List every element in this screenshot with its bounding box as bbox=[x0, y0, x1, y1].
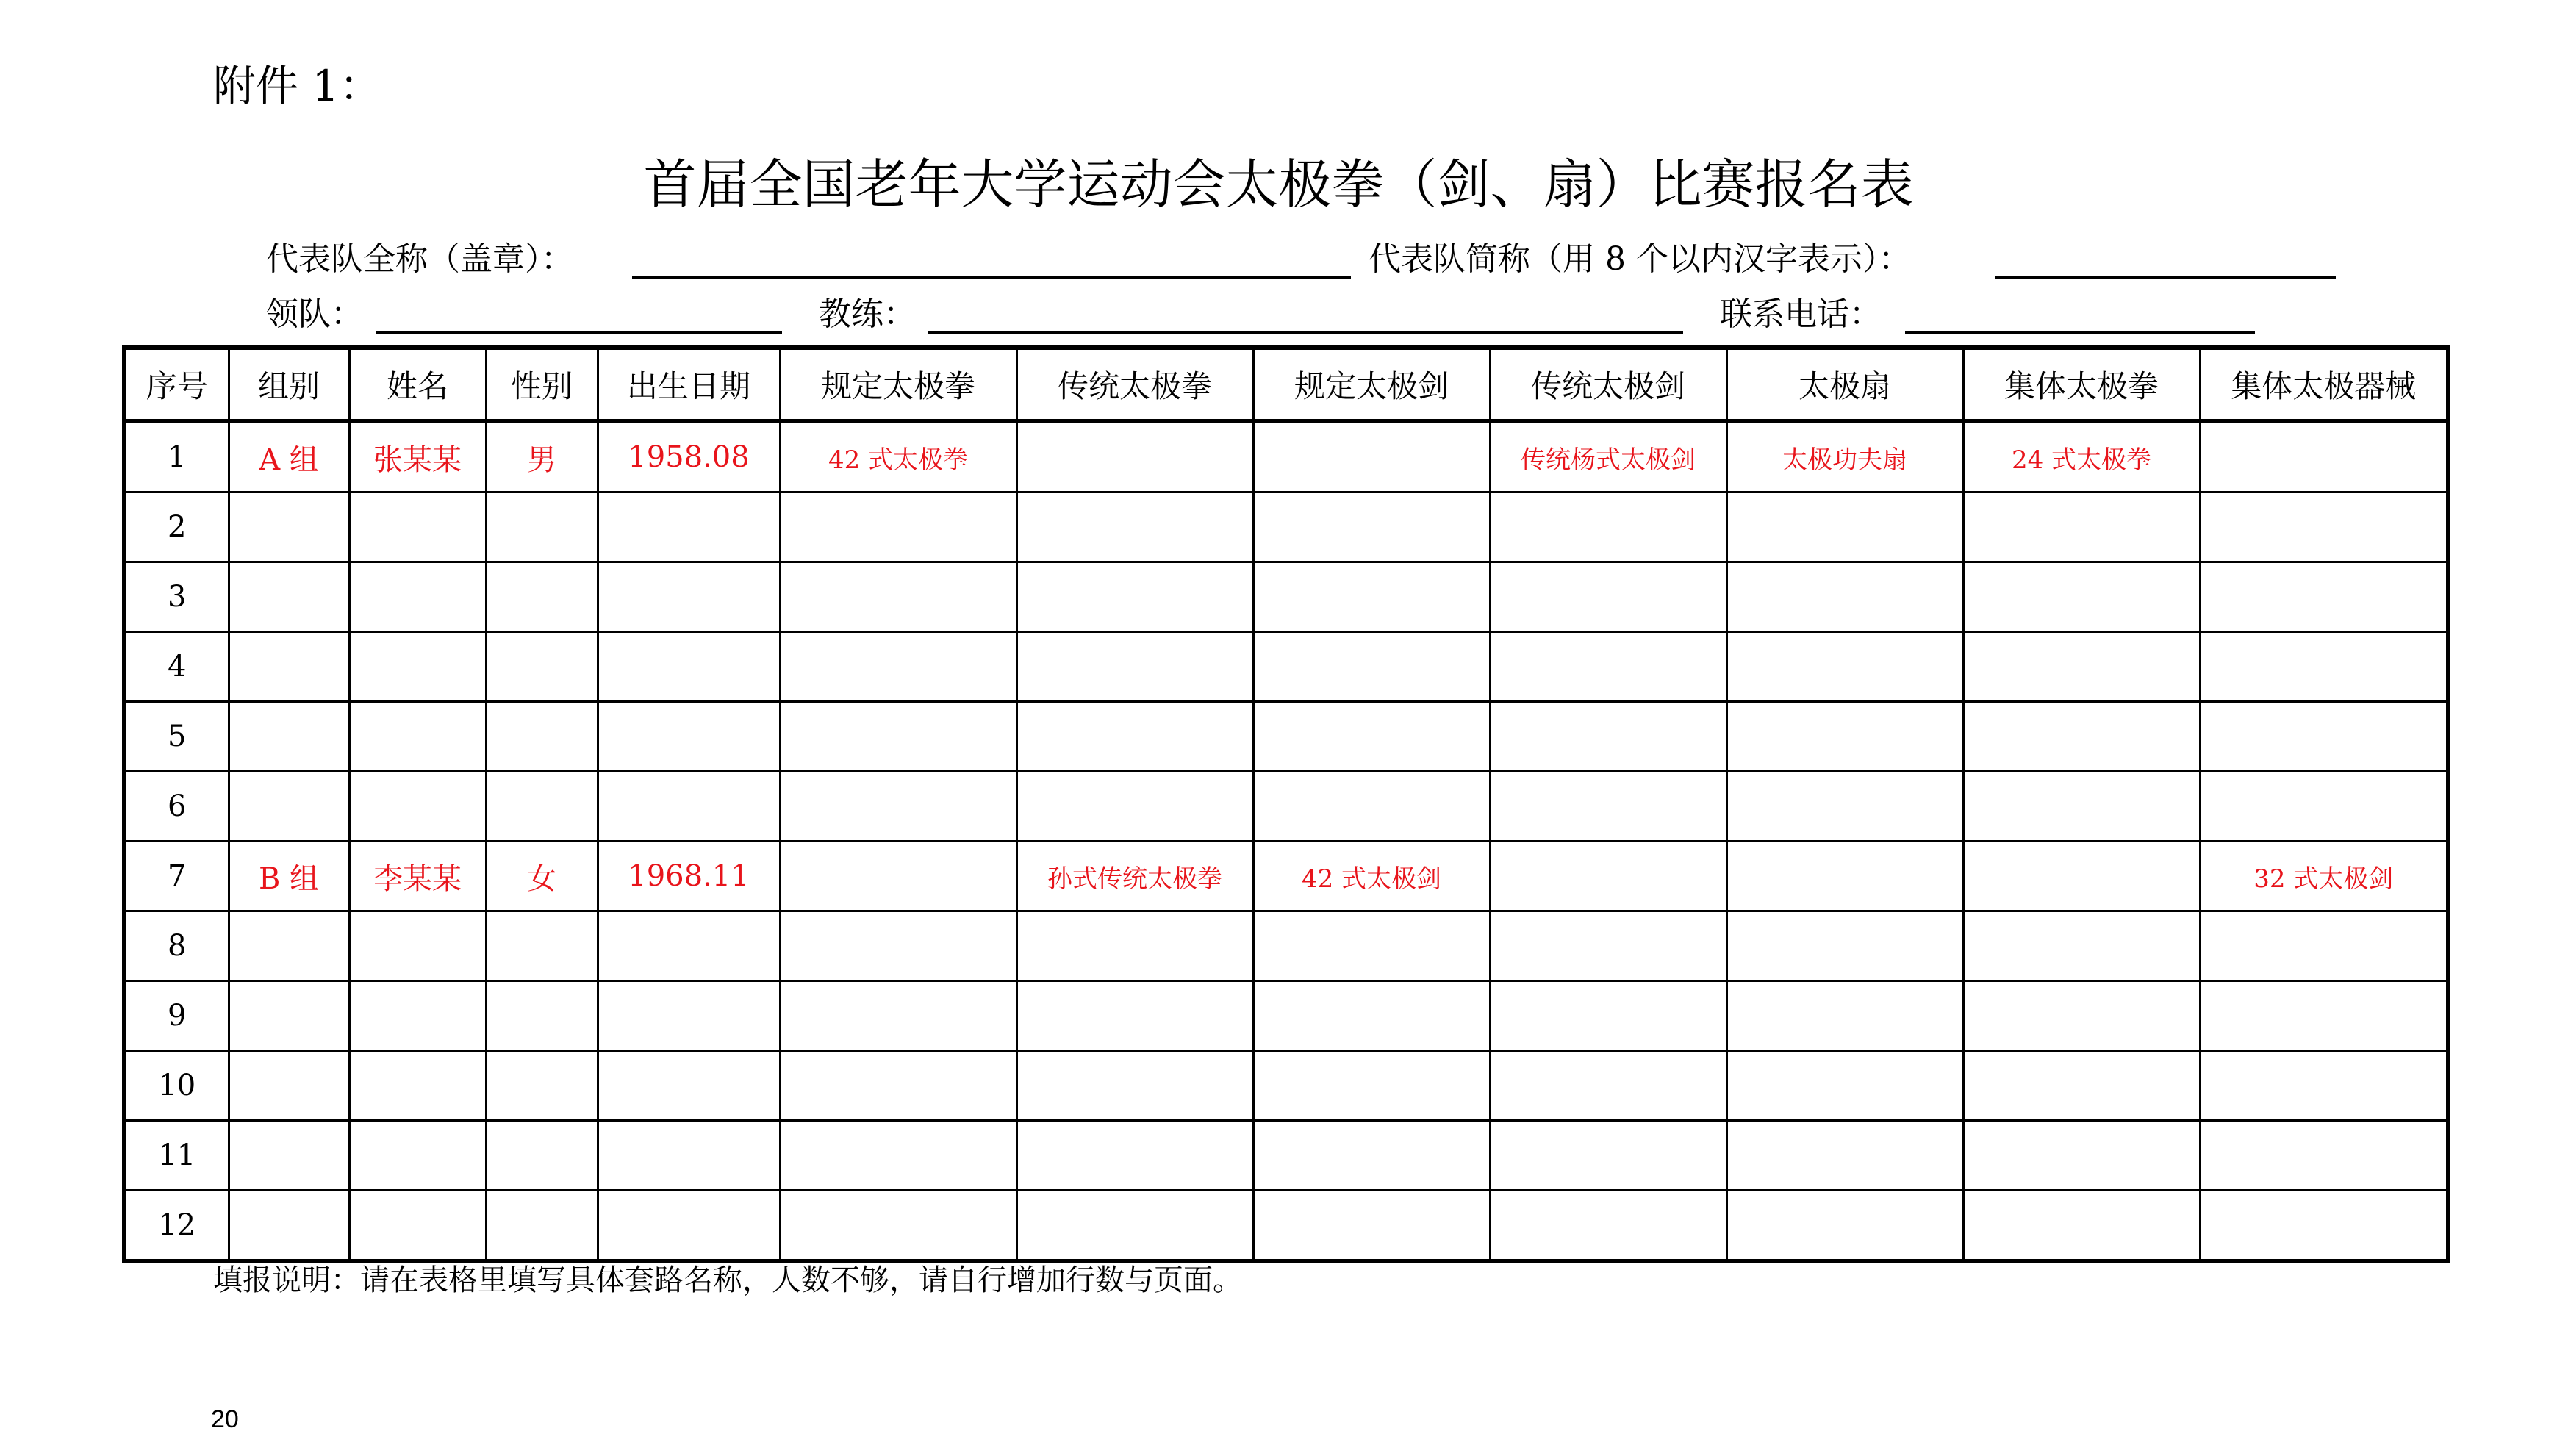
cell-group-taiji-apparatus[interactable] bbox=[2200, 1191, 2448, 1262]
cell-taiji-fan[interactable]: 太极功夫扇 bbox=[1726, 421, 1963, 492]
page-number: 20 bbox=[211, 1405, 239, 1433]
cell-group-taiji-apparatus[interactable] bbox=[2200, 702, 2448, 772]
cell-group-taiji-quan[interactable] bbox=[1963, 1191, 2200, 1262]
cell-group-taiji-apparatus[interactable] bbox=[2200, 492, 2448, 562]
cell-compulsory-taiji-quan[interactable] bbox=[780, 492, 1016, 562]
cell-birth-date[interactable]: 1968.11 bbox=[598, 842, 780, 911]
cell-group-taiji-quan[interactable] bbox=[1963, 981, 2200, 1051]
cell-birth-date[interactable]: 1958.08 bbox=[598, 421, 780, 492]
cell-group-taiji-apparatus[interactable] bbox=[2200, 981, 2448, 1051]
header-gender: 性别 bbox=[486, 348, 598, 421]
cell-index: 8 bbox=[124, 911, 229, 981]
cell-compulsory-taiji-sword[interactable] bbox=[1253, 421, 1490, 492]
cell-compulsory-taiji-quan[interactable] bbox=[780, 702, 1016, 772]
cell-compulsory-taiji-quan[interactable] bbox=[780, 1051, 1016, 1121]
cell-index: 3 bbox=[124, 562, 229, 632]
header-name: 姓名 bbox=[349, 348, 486, 421]
cell-compulsory-taiji-sword[interactable] bbox=[1253, 1051, 1490, 1121]
cell-group[interactable] bbox=[229, 492, 349, 562]
cell-group[interactable]: A 组 bbox=[229, 421, 349, 492]
cell-group-taiji-apparatus[interactable] bbox=[2200, 1051, 2448, 1121]
cell-index: 6 bbox=[124, 772, 229, 842]
cell-traditional-taiji-quan[interactable] bbox=[1016, 702, 1253, 772]
cell-traditional-taiji-quan[interactable]: 孙式传统太极拳 bbox=[1016, 842, 1253, 911]
team-short-name-label: 代表队简称（用 8 个以内汉字表示）： bbox=[1369, 240, 1911, 278]
table-row bbox=[124, 842, 2448, 911]
cell-traditional-taiji-quan[interactable] bbox=[1016, 1191, 1253, 1262]
cell-taiji-fan[interactable] bbox=[1726, 702, 1963, 772]
cell-group-taiji-apparatus[interactable]: 32 式太极剑 bbox=[2200, 842, 2448, 911]
cell-compulsory-taiji-sword[interactable] bbox=[1253, 1191, 1490, 1262]
header-index: 序号 bbox=[124, 348, 229, 421]
cell-traditional-taiji-sword[interactable] bbox=[1490, 911, 1726, 981]
cell-birth-date[interactable] bbox=[598, 562, 780, 632]
cell-group[interactable] bbox=[229, 1121, 349, 1191]
cell-taiji-fan[interactable] bbox=[1726, 842, 1963, 911]
table-row bbox=[124, 562, 2448, 632]
cell-birth-date[interactable] bbox=[598, 1191, 780, 1262]
cell-group[interactable] bbox=[229, 911, 349, 981]
cell-group[interactable] bbox=[229, 562, 349, 632]
cell-group-taiji-quan[interactable] bbox=[1963, 842, 2200, 911]
cell-index: 4 bbox=[124, 632, 229, 702]
table-row bbox=[124, 1121, 2448, 1191]
cell-taiji-fan[interactable] bbox=[1726, 772, 1963, 842]
header-birth-date: 出生日期 bbox=[598, 348, 780, 421]
header-group-taiji-apparatus: 集体太极器械 bbox=[2200, 348, 2448, 421]
header-compulsory-taiji-quan: 规定太极拳 bbox=[780, 348, 1016, 421]
cell-gender[interactable] bbox=[486, 1121, 598, 1191]
cell-compulsory-taiji-sword[interactable] bbox=[1253, 562, 1490, 632]
cell-compulsory-taiji-sword[interactable] bbox=[1253, 632, 1490, 702]
attachment-label: 附件 1： bbox=[213, 61, 382, 111]
cell-group[interactable] bbox=[229, 1191, 349, 1262]
cell-traditional-taiji-sword[interactable] bbox=[1490, 492, 1726, 562]
cell-gender[interactable] bbox=[486, 562, 598, 632]
leader-label: 领队： bbox=[266, 295, 363, 333]
cell-gender[interactable] bbox=[486, 702, 598, 772]
cell-name[interactable] bbox=[349, 981, 486, 1051]
cell-traditional-taiji-sword[interactable] bbox=[1490, 842, 1726, 911]
cell-compulsory-taiji-quan[interactable] bbox=[780, 772, 1016, 842]
cell-taiji-fan[interactable] bbox=[1726, 1121, 1963, 1191]
table-row bbox=[124, 421, 2448, 492]
cell-group-taiji-quan[interactable] bbox=[1963, 632, 2200, 702]
cell-taiji-fan[interactable] bbox=[1726, 562, 1963, 632]
cell-name[interactable] bbox=[349, 702, 486, 772]
table-row bbox=[124, 1191, 2448, 1262]
cell-name[interactable] bbox=[349, 1191, 486, 1262]
cell-compulsory-taiji-sword[interactable] bbox=[1253, 492, 1490, 562]
cell-traditional-taiji-sword[interactable] bbox=[1490, 981, 1726, 1051]
cell-taiji-fan[interactable] bbox=[1726, 632, 1963, 702]
header-traditional-taiji-sword: 传统太极剑 bbox=[1490, 348, 1726, 421]
phone-field[interactable] bbox=[1905, 331, 2255, 334]
cell-name[interactable]: 张某某 bbox=[349, 421, 486, 492]
cell-traditional-taiji-quan[interactable] bbox=[1016, 1121, 1253, 1191]
coach-field[interactable] bbox=[928, 331, 1683, 334]
cell-compulsory-taiji-sword[interactable]: 42 式太极剑 bbox=[1253, 842, 1490, 911]
cell-birth-date[interactable] bbox=[598, 911, 780, 981]
table-header-row bbox=[124, 348, 2448, 421]
cell-taiji-fan[interactable] bbox=[1726, 1191, 1963, 1262]
cell-compulsory-taiji-sword[interactable] bbox=[1253, 772, 1490, 842]
staff-row bbox=[0, 289, 2557, 340]
cell-name[interactable] bbox=[349, 772, 486, 842]
cell-gender[interactable] bbox=[486, 1191, 598, 1262]
cell-birth-date[interactable] bbox=[598, 981, 780, 1051]
cell-group-taiji-quan[interactable] bbox=[1963, 772, 2200, 842]
cell-traditional-taiji-quan[interactable] bbox=[1016, 632, 1253, 702]
cell-traditional-taiji-quan[interactable] bbox=[1016, 772, 1253, 842]
cell-traditional-taiji-quan[interactable] bbox=[1016, 492, 1253, 562]
cell-name[interactable] bbox=[349, 1051, 486, 1121]
cell-traditional-taiji-sword[interactable]: 传统杨式太极剑 bbox=[1490, 421, 1726, 492]
cell-traditional-taiji-sword[interactable] bbox=[1490, 1191, 1726, 1262]
cell-group[interactable] bbox=[229, 632, 349, 702]
cell-compulsory-taiji-quan[interactable] bbox=[780, 632, 1016, 702]
team-short-name-field[interactable] bbox=[1995, 276, 2336, 279]
cell-group-taiji-quan[interactable] bbox=[1963, 1051, 2200, 1121]
cell-compulsory-taiji-quan[interactable] bbox=[780, 562, 1016, 632]
cell-compulsory-taiji-sword[interactable] bbox=[1253, 981, 1490, 1051]
cell-gender[interactable] bbox=[486, 772, 598, 842]
cell-name[interactable] bbox=[349, 562, 486, 632]
cell-compulsory-taiji-quan[interactable] bbox=[780, 842, 1016, 911]
table-row bbox=[124, 492, 2448, 562]
cell-birth-date[interactable] bbox=[598, 492, 780, 562]
cell-group-taiji-quan[interactable]: 24 式太极拳 bbox=[1963, 421, 2200, 492]
cell-name[interactable]: 李某某 bbox=[349, 842, 486, 911]
team-full-name-label: 代表队全称（盖章）： bbox=[266, 240, 573, 278]
cell-compulsory-taiji-sword[interactable] bbox=[1253, 702, 1490, 772]
cell-birth-date[interactable] bbox=[598, 1121, 780, 1191]
cell-index: 11 bbox=[124, 1121, 229, 1191]
cell-group-taiji-apparatus[interactable] bbox=[2200, 911, 2448, 981]
cell-traditional-taiji-sword[interactable] bbox=[1490, 632, 1726, 702]
header-traditional-taiji-quan: 传统太极拳 bbox=[1016, 348, 1253, 421]
table-row bbox=[124, 772, 2448, 842]
cell-gender[interactable] bbox=[486, 911, 598, 981]
cell-group-taiji-quan[interactable] bbox=[1963, 492, 2200, 562]
cell-compulsory-taiji-sword[interactable] bbox=[1253, 911, 1490, 981]
cell-gender[interactable] bbox=[486, 1051, 598, 1121]
cell-group[interactable] bbox=[229, 702, 349, 772]
table-row bbox=[124, 981, 2448, 1051]
cell-traditional-taiji-sword[interactable] bbox=[1490, 1121, 1726, 1191]
cell-index: 2 bbox=[124, 492, 229, 562]
filling-instructions: 填报说明：请在表格里填写具体套路名称，人数不够，请自行增加行数与页面。 bbox=[213, 1263, 1242, 1297]
cell-taiji-fan[interactable] bbox=[1726, 981, 1963, 1051]
cell-name[interactable] bbox=[349, 911, 486, 981]
team-full-name-field[interactable] bbox=[632, 276, 1351, 279]
cell-compulsory-taiji-quan[interactable] bbox=[780, 1121, 1016, 1191]
cell-taiji-fan[interactable] bbox=[1726, 911, 1963, 981]
cell-group[interactable]: B 组 bbox=[229, 842, 349, 911]
table-row bbox=[124, 1051, 2448, 1121]
cell-gender[interactable] bbox=[486, 981, 598, 1051]
cell-index: 7 bbox=[124, 842, 229, 911]
cell-index: 1 bbox=[124, 421, 229, 492]
cell-gender[interactable] bbox=[486, 632, 598, 702]
header-taiji-fan: 太极扇 bbox=[1726, 348, 1963, 421]
form-title: 首届全国老年大学运动会太极拳（剑、扇）比赛报名表 bbox=[643, 154, 1914, 215]
cell-traditional-taiji-sword[interactable] bbox=[1490, 1051, 1726, 1121]
cell-traditional-taiji-sword[interactable] bbox=[1490, 772, 1726, 842]
header-group-taiji-quan: 集体太极拳 bbox=[1963, 348, 2200, 421]
coach-label: 教练： bbox=[819, 295, 916, 333]
cell-compulsory-taiji-sword[interactable] bbox=[1253, 1121, 1490, 1191]
table-row bbox=[124, 911, 2448, 981]
cell-birth-date[interactable] bbox=[598, 1051, 780, 1121]
table-row bbox=[124, 632, 2448, 702]
phone-label: 联系电话： bbox=[1720, 295, 1882, 333]
cell-group-taiji-apparatus[interactable] bbox=[2200, 632, 2448, 702]
cell-compulsory-taiji-quan[interactable] bbox=[780, 981, 1016, 1051]
cell-compulsory-taiji-quan[interactable]: 42 式太极拳 bbox=[780, 421, 1016, 492]
cell-group[interactable] bbox=[229, 981, 349, 1051]
cell-group[interactable] bbox=[229, 772, 349, 842]
cell-gender[interactable]: 女 bbox=[486, 842, 598, 911]
cell-gender[interactable] bbox=[486, 492, 598, 562]
cell-index: 12 bbox=[124, 1191, 229, 1262]
cell-traditional-taiji-quan[interactable] bbox=[1016, 1051, 1253, 1121]
table-body bbox=[124, 421, 2448, 1261]
registration-table bbox=[122, 345, 2450, 1263]
cell-group-taiji-quan[interactable] bbox=[1963, 911, 2200, 981]
header-group: 组别 bbox=[229, 348, 349, 421]
cell-group[interactable] bbox=[229, 1051, 349, 1121]
cell-name[interactable] bbox=[349, 492, 486, 562]
cell-compulsory-taiji-quan[interactable] bbox=[780, 1191, 1016, 1262]
cell-index: 10 bbox=[124, 1051, 229, 1121]
cell-group-taiji-apparatus[interactable] bbox=[2200, 421, 2448, 492]
cell-birth-date[interactable] bbox=[598, 632, 780, 702]
cell-group-taiji-apparatus[interactable] bbox=[2200, 562, 2448, 632]
header-compulsory-taiji-sword: 规定太极剑 bbox=[1253, 348, 1490, 421]
cell-compulsory-taiji-quan[interactable] bbox=[780, 911, 1016, 981]
cell-gender[interactable]: 男 bbox=[486, 421, 598, 492]
leader-field[interactable] bbox=[376, 331, 782, 334]
cell-traditional-taiji-sword[interactable] bbox=[1490, 702, 1726, 772]
cell-group-taiji-quan[interactable] bbox=[1963, 562, 2200, 632]
cell-group-taiji-apparatus[interactable] bbox=[2200, 1121, 2448, 1191]
cell-group-taiji-apparatus[interactable] bbox=[2200, 772, 2448, 842]
cell-index: 5 bbox=[124, 702, 229, 772]
team-name-row bbox=[0, 234, 2557, 285]
cell-traditional-taiji-sword[interactable] bbox=[1490, 562, 1726, 632]
cell-traditional-taiji-quan[interactable] bbox=[1016, 981, 1253, 1051]
cell-traditional-taiji-quan[interactable] bbox=[1016, 911, 1253, 981]
cell-group-taiji-quan[interactable] bbox=[1963, 1121, 2200, 1191]
cell-traditional-taiji-quan[interactable] bbox=[1016, 562, 1253, 632]
cell-birth-date[interactable] bbox=[598, 772, 780, 842]
cell-index: 9 bbox=[124, 981, 229, 1051]
table-row bbox=[124, 702, 2448, 772]
cell-taiji-fan[interactable] bbox=[1726, 1051, 1963, 1121]
cell-name[interactable] bbox=[349, 1121, 486, 1191]
cell-group-taiji-quan[interactable] bbox=[1963, 702, 2200, 772]
cell-taiji-fan[interactable] bbox=[1726, 492, 1963, 562]
cell-traditional-taiji-quan[interactable] bbox=[1016, 421, 1253, 492]
cell-name[interactable] bbox=[349, 632, 486, 702]
cell-birth-date[interactable] bbox=[598, 702, 780, 772]
